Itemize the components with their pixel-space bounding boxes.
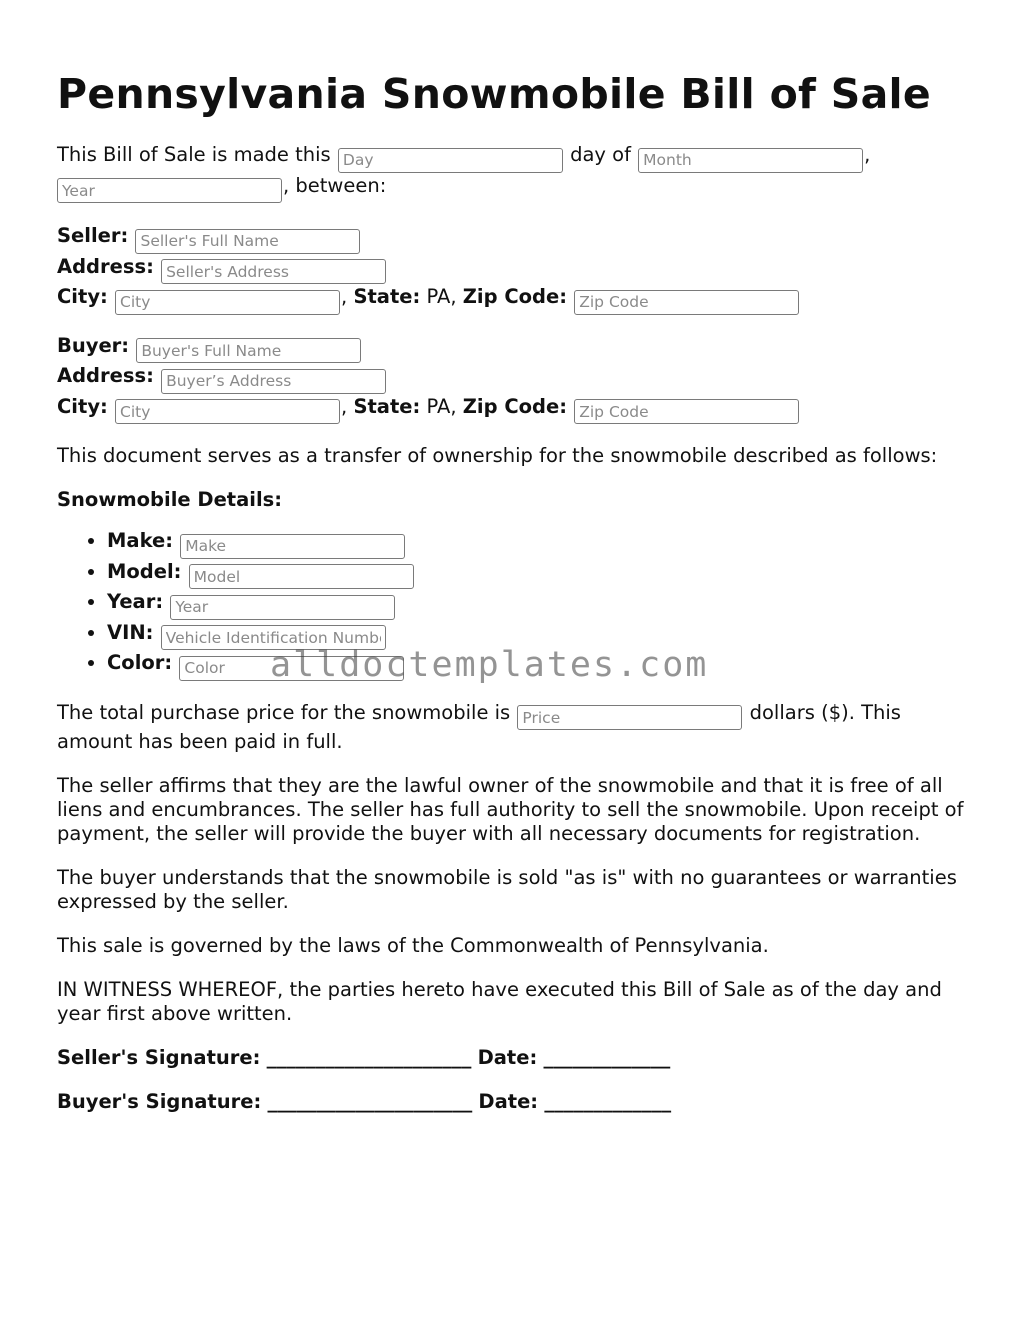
color-input[interactable] bbox=[179, 656, 404, 681]
buyer-signature-label: Buyer's Signature: bbox=[57, 1090, 262, 1113]
affirm-paragraph: The seller affirms that they are the lawful owner of the snowmobile and that it is free of all liens and encumbrances. The seller has full authority to sell the snowmobile. Upon receipt of payment, the seller will provide the buyer with all necessary documents for registration. bbox=[57, 774, 964, 845]
buyer-signature-line bbox=[57, 1090, 977, 1114]
seller-date-blank[interactable]: _____________ bbox=[543, 1046, 671, 1069]
intro-text: , between: bbox=[283, 173, 387, 197]
intro-text: day of bbox=[570, 143, 631, 166]
model-input[interactable] bbox=[189, 564, 414, 589]
seller-signature-label: Seller's Signature: bbox=[57, 1046, 261, 1069]
watermark: alldoctemplates.com bbox=[270, 645, 709, 685]
vin-input[interactable] bbox=[161, 625, 386, 650]
buyer-signature-blank[interactable]: _____________________ bbox=[267, 1090, 473, 1113]
price-input[interactable] bbox=[517, 705, 742, 730]
price-text: dollars ($). This amount has been paid in full. bbox=[57, 700, 901, 753]
make-input[interactable] bbox=[180, 534, 405, 559]
month-input[interactable] bbox=[638, 148, 863, 173]
transfer-text: This document serves as a transfer of ownership for the snowmobile described as follows: bbox=[57, 444, 938, 467]
as-is-paragraph: The buyer understands that the snowmobile is sold "as is" with no guarantees or warranties expressed by the seller. bbox=[57, 866, 957, 913]
buyer-city-label: City: bbox=[57, 394, 108, 418]
page-title: Pennsylvania Snowmobile Bill of Sale bbox=[57, 70, 932, 118]
day-input[interactable] bbox=[338, 148, 563, 173]
price-text: The total purchase price for the snowmobile is bbox=[57, 700, 511, 724]
buyer-state-value: PA, bbox=[426, 394, 457, 418]
detail-make bbox=[107, 528, 977, 559]
buyer-date-blank[interactable]: _____________ bbox=[544, 1090, 672, 1113]
seller-name-input[interactable] bbox=[135, 229, 360, 254]
law-paragraph: This sale is governed by the laws of the Commonwealth of Pennsylvania. bbox=[57, 934, 769, 957]
buyer-section: Buyer: Buyer's Full Name Address: Buyer’s Address City: City , State: PA, Zip Code: Zip Code bbox=[57, 333, 977, 425]
seller-address-input[interactable] bbox=[161, 259, 386, 284]
details-heading-text: Snowmobile Details: bbox=[57, 488, 283, 511]
detail-vin bbox=[107, 620, 977, 651]
model-label: Model: bbox=[107, 559, 182, 583]
buyer-address-label: Address: bbox=[57, 364, 154, 387]
document bbox=[57, 70, 977, 1114]
color-label: Color: bbox=[107, 651, 173, 674]
buyer-city-input[interactable] bbox=[115, 399, 340, 424]
buyer-label: Buyer: bbox=[57, 333, 130, 357]
seller-section: Seller: Seller's Full Name Address: Seller's Address City: City , State: PA, Zip Code: Zip Code bbox=[57, 223, 977, 315]
detail-year bbox=[107, 589, 977, 620]
intro-text: , bbox=[864, 143, 871, 166]
vin-label: VIN: bbox=[107, 620, 154, 644]
seller-signature-line bbox=[57, 1046, 977, 1070]
seller-label: Seller: bbox=[57, 224, 129, 247]
detail-model bbox=[107, 559, 977, 590]
vehicle-year-input[interactable] bbox=[170, 595, 395, 620]
buyer-zip-input[interactable] bbox=[574, 399, 799, 424]
buyer-state-label: State: bbox=[353, 394, 421, 418]
year-input[interactable] bbox=[57, 178, 282, 203]
detail-color bbox=[107, 650, 977, 681]
buyer-name-input[interactable] bbox=[136, 338, 361, 363]
intro-line bbox=[57, 142, 977, 203]
details-list bbox=[57, 528, 977, 681]
seller-city-label: City: bbox=[57, 285, 108, 308]
seller-zip-input[interactable] bbox=[574, 290, 799, 315]
buyer-date-label: Date: bbox=[478, 1090, 539, 1113]
witness-paragraph: IN WITNESS WHEREOF, the parties hereto have executed this Bill of Sale as of the day and year first above written. bbox=[57, 978, 942, 1025]
make-label: Make: bbox=[107, 529, 174, 552]
buyer-zip-label: Zip Code: bbox=[462, 394, 568, 418]
intro-text: This Bill of Sale is made this bbox=[57, 143, 331, 166]
seller-state-label: State: bbox=[353, 285, 421, 308]
seller-state-value: PA, bbox=[426, 285, 457, 308]
buyer-address-input[interactable] bbox=[161, 369, 386, 394]
seller-city-input[interactable] bbox=[115, 290, 340, 315]
year-label: Year: bbox=[107, 590, 164, 613]
price-paragraph bbox=[57, 701, 977, 755]
seller-zip-label: Zip Code: bbox=[462, 285, 568, 308]
seller-signature-blank[interactable]: _____________________ bbox=[266, 1046, 472, 1069]
seller-address-label: Address: bbox=[57, 254, 154, 278]
details-heading bbox=[57, 488, 977, 512]
seller-date-label: Date: bbox=[477, 1046, 538, 1069]
